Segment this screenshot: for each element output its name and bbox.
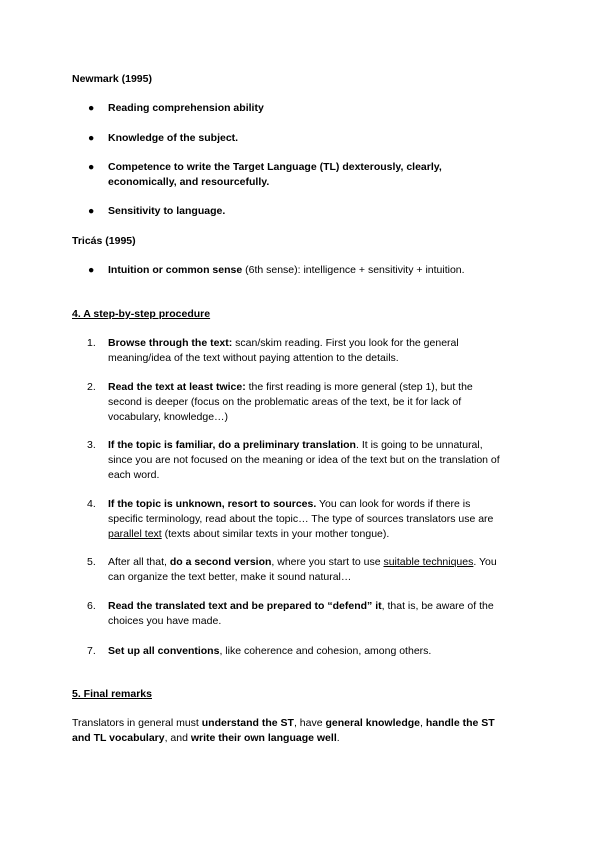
bullet-text: (6th sense): intelligence + sensitivity + intuition.	[242, 264, 465, 276]
paragraph-bold-text: write their own language well	[190, 732, 337, 744]
step-text: can organize the text better, make it sound natural…	[108, 571, 352, 583]
step-number: 5.	[87, 556, 96, 568]
step-bold-text: Read the translated text and be prepared to “defend” it	[108, 600, 382, 612]
newmark-heading: Newmark (1995)	[72, 73, 152, 85]
bullet-icon: ●	[88, 161, 95, 173]
paragraph-text: .	[336, 732, 340, 744]
step-bold-text: If the topic is unknown, resort to sources.	[108, 498, 317, 510]
tricas-heading: Tricás (1995)	[72, 235, 136, 247]
step-number: 7.	[87, 645, 96, 657]
step-text: each word.	[108, 469, 160, 481]
bullet-icon: ●	[88, 102, 95, 114]
suitable-techniques-link: suitable techniques	[383, 556, 474, 568]
bullet-text: Sensitivity to language.	[108, 205, 226, 217]
step-number: 4.	[87, 498, 96, 510]
step-text: You can look for words if there is	[316, 498, 471, 510]
step-text: meaning/idea of the text without paying attention to the details.	[108, 352, 399, 364]
step-text: specific terminology, read about the topic… The type of sources translators use are	[108, 513, 494, 525]
final-remarks-paragraph	[72, 716, 532, 746]
bullet-icon: ●	[88, 264, 95, 276]
paragraph-text: , and	[164, 732, 191, 744]
step-bold-text: do a second version	[169, 556, 272, 568]
bullet-icon: ●	[88, 205, 95, 217]
step-text: , like coherence and cohesion, among others.	[219, 645, 432, 657]
paragraph-bold-text: handle the ST	[425, 717, 495, 729]
step-text: vocabulary, knowledge…)	[108, 411, 229, 423]
step-text: , that is, be aware of the	[381, 600, 494, 612]
step-text: the first reading is more general (step 1), but the	[245, 381, 473, 393]
step-text: (texts about similar texts in your mother tongue).	[161, 528, 390, 540]
step-number: 3.	[87, 439, 96, 451]
bullet-text: economically, and resourcefully.	[108, 176, 270, 188]
parallel-text-link: parallel text	[108, 528, 162, 540]
step-text: since you are not focused on the meaning or idea of the text but on the translation of	[108, 454, 500, 466]
bullet-icon: ●	[88, 132, 95, 144]
section-4-heading: 4. A step-by-step procedure	[72, 308, 211, 320]
paragraph-bold-text: general knowledge	[325, 717, 420, 729]
bullet-text: Knowledge of the subject.	[108, 132, 239, 144]
paragraph-text: , have	[293, 717, 326, 729]
paragraph-text: ,	[420, 717, 426, 729]
step-text: scan/skim reading. First you look for the general	[232, 337, 459, 349]
step-bold-text: Set up all conventions	[108, 645, 220, 657]
paragraph-text: Translators in general must	[72, 717, 202, 729]
bullet-bold-text: Intuition or common sense	[108, 264, 243, 276]
step-bold-text: If the topic is familiar, do a preliminary translation	[108, 439, 356, 451]
step-text: After all that,	[108, 556, 170, 568]
step-number: 1.	[87, 337, 96, 349]
step-number: 6.	[87, 600, 96, 612]
bullet-text: Reading comprehension ability	[108, 102, 264, 114]
step-bold-text: Browse through the text:	[108, 337, 233, 349]
paragraph-bold-text: and TL vocabulary	[72, 732, 165, 744]
step-text: . You	[473, 556, 497, 568]
paragraph-bold-text: understand the ST	[201, 717, 294, 729]
step-bold-text: Read the text at least twice:	[108, 381, 246, 393]
step-text: , where you start to use	[271, 556, 384, 568]
section-5-heading: 5. Final remarks	[72, 688, 152, 700]
step-number: 2.	[87, 381, 96, 393]
bullet-text: Competence to write the Target Language (TL) dexterously, clearly,	[108, 161, 442, 173]
step-text: choices you have made.	[108, 615, 222, 627]
step-text: second is deeper (focus on the problematic areas of the text, be it for lack of	[108, 396, 462, 408]
step-text: . It is going to be unnatural,	[355, 439, 483, 451]
